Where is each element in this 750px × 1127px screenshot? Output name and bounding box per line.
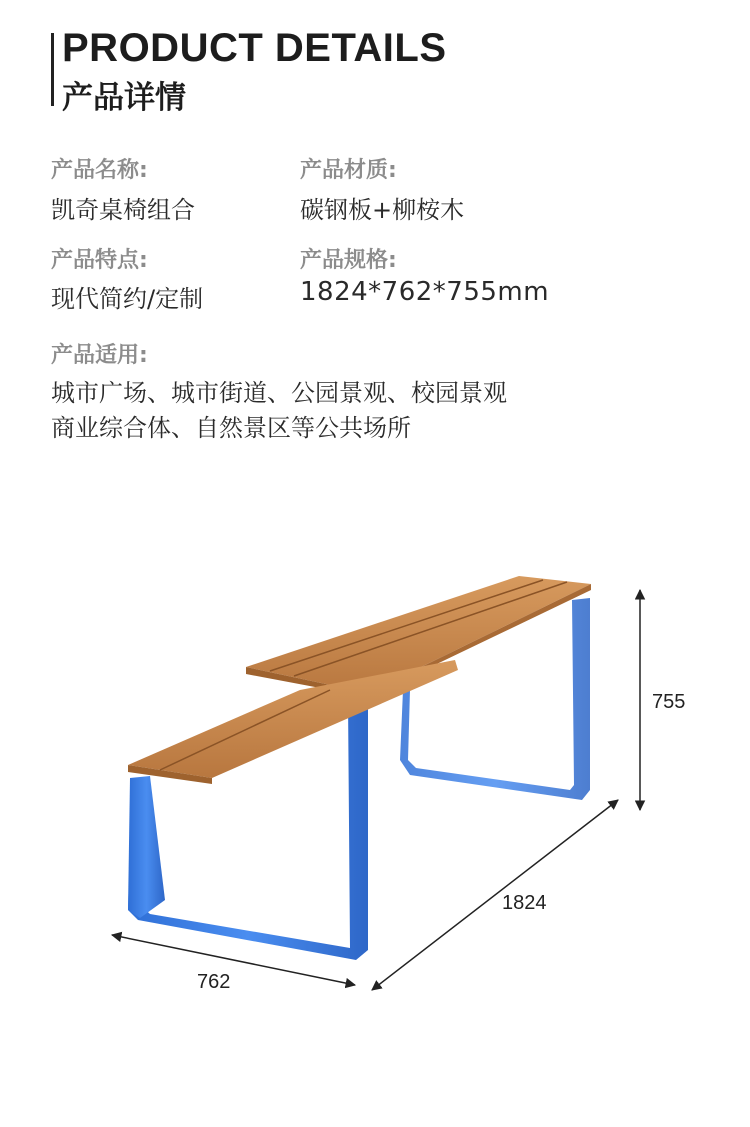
product-material-label: 产品材质: [300,158,397,183]
product-usage-line-2: 商业综合体、自然景区等公共场所 [51,414,411,442]
length-arrow [372,800,618,990]
product-name-value: 凯奇桌椅组合 [51,196,195,224]
page-title-en: PRODUCT DETAILS [62,26,447,70]
product-feature-label: 产品特点: [51,248,148,273]
length-dimension: 1824 [502,892,547,914]
product-spec-label: 产品规格: [300,248,397,273]
product-material-value: 碳钢板+柳桉木 [300,196,465,224]
header-accent-bar [51,33,54,106]
product-name-label: 产品名称: [51,158,148,183]
page-title-cn: 产品详情 [62,80,186,116]
height-dimension: 755 [652,691,686,713]
depth-dimension: 762 [197,971,231,993]
product-feature-value: 现代简约/定制 [51,285,204,313]
product-usage-label: 产品适用: [51,343,148,368]
product-usage-line-1: 城市广场、城市街道、公园景观、校园景观 [51,379,507,407]
product-spec-value: 1824*762*755mm [300,277,550,307]
depth-arrow [112,935,355,985]
bench-frame [128,776,165,918]
product-figure [0,560,750,1030]
